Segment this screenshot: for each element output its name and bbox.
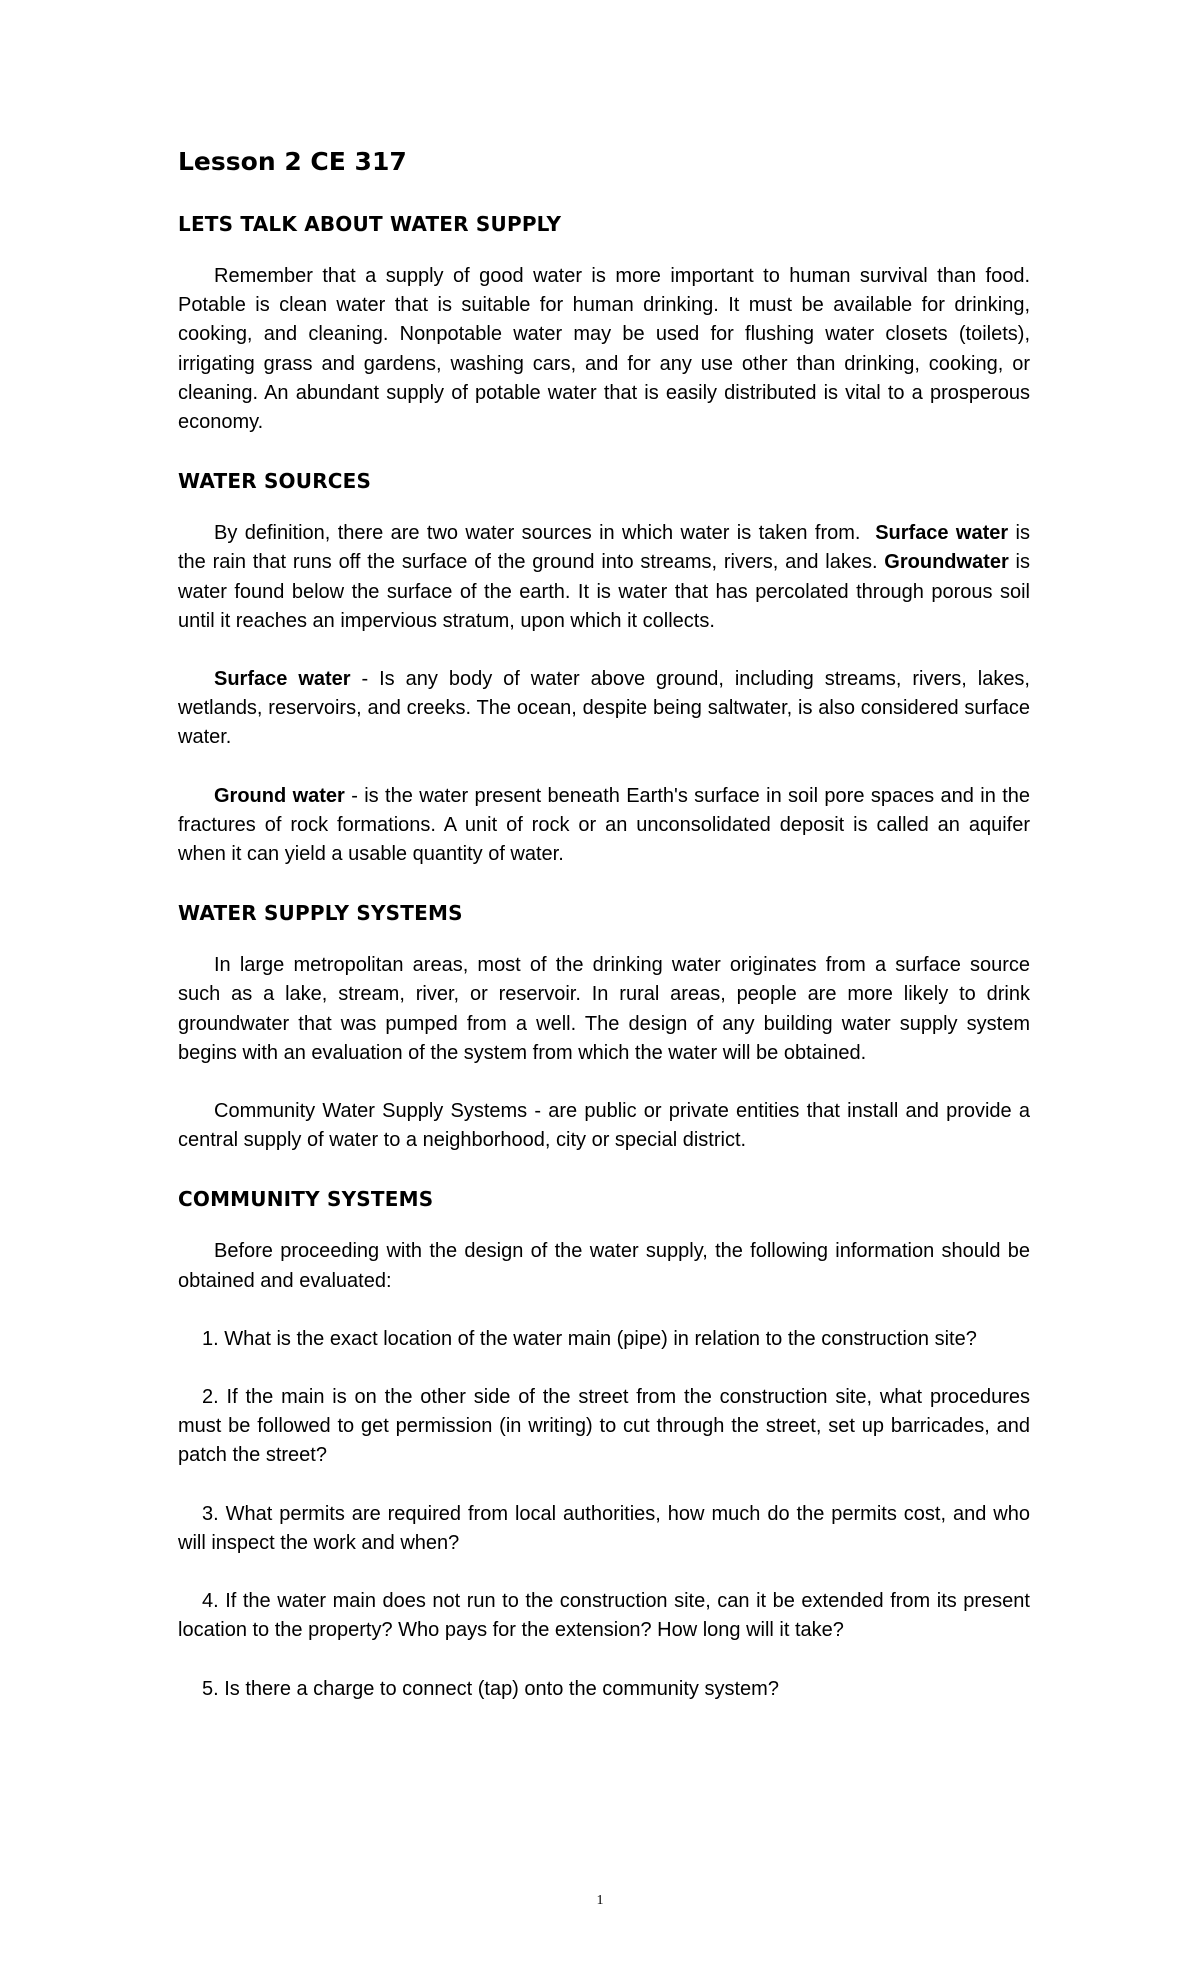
heading-water-supply-systems: WATER SUPPLY SYSTEMS xyxy=(178,901,463,926)
paragraph-text: is the rain that runs off the surface of the ground into streams, rivers, and lakes. xyxy=(178,522,1030,574)
list-item: 4. If the water main does not run to the construction site, can it be extended from its present location to the property? Who pays for the extension? How long will it take? xyxy=(178,1590,1030,1642)
list-item: 3. What permits are required from local authorities, how much do the permits cost, and who will inspect the work and when? xyxy=(178,1502,1030,1554)
water-sources-paragraph xyxy=(178,519,1030,636)
heading-lets-talk: LETS TALK ABOUT WATER SUPPLY xyxy=(178,212,562,236)
page-number: 1 xyxy=(596,1893,604,1908)
community-intro-paragraph: Before proceeding with the design of the water supply, the following information should be obtained and evaluated: xyxy=(178,1240,1030,1292)
term-ground-water: Ground water xyxy=(214,784,345,807)
supply-systems-paragraph: In large metropolitan areas, most of the drinking water originates from a surface source such as a lake, stream, river, or reservoir. In rural areas, people are more likely to drink groundwater that was pumped from a well. The design of any building water supply system begins with an evaluation of the system from which the water will be obtained. xyxy=(178,954,1030,1064)
document-title: Lesson 2 CE 317 xyxy=(178,147,407,176)
term-surface-water: Surface water xyxy=(875,522,1009,545)
paragraph-text: - Is any body of water above ground, including streams, rivers, lakes, wetlands, reservoirs, and creeks. The ocean, despite being saltwater, is also considered surface water. xyxy=(178,668,1030,749)
surface-water-paragraph xyxy=(178,665,1030,753)
term-groundwater: Groundwater xyxy=(884,551,1009,574)
paragraph-text: is water found below the surface of the earth. It is water that has percolated through porous soil until it reaches an impervious stratum, upon which it collects. xyxy=(178,551,1030,632)
heading-community-systems: COMMUNITY SYSTEMS xyxy=(178,1187,434,1212)
community-systems-definition: Community Water Supply Systems - are public or private entities that install and provide a central supply of water to a neighborhood, city or special district. xyxy=(178,1100,1030,1152)
heading-water-sources: WATER SOURCES xyxy=(178,469,372,494)
intro-paragraph: Remember that a supply of good water is more important to human survival than food. Potable is clean water that is suitable for human drinking. It must be available for drinking, cooking, and cleaning. Nonpotable water may be used for flushing water closets (toilets), irrigating grass and gardens, washing cars, and for any use other than drinking, cooking, or cleaning. An abundant supply of potable water that is easily distributed is vital to a prosperous economy. xyxy=(178,265,1030,434)
list-item: 5. Is there a charge to connect (tap) onto the community system? xyxy=(202,1677,779,1700)
document-page xyxy=(178,140,1030,1704)
paragraph-text: By definition, there are two water sources in which water is taken from. xyxy=(214,522,861,545)
list-item: 1. What is the exact location of the water main (pipe) in relation to the construction site? xyxy=(202,1327,977,1350)
list-item: 2. If the main is on the other side of the street from the construction site, what procedures must be followed to get permission (in writing) to cut through the street, set up barricades, and patch the street? xyxy=(178,1386,1030,1467)
ground-water-paragraph xyxy=(178,782,1030,870)
paragraph-text: - is the water present beneath Earth's surface in soil pore spaces and in the fractures of rock formations. A unit of rock or an unconsolidated deposit is called an aquifer when it can yield a usable quantity of water. xyxy=(178,784,1031,866)
term-surface-water: Surface water xyxy=(214,668,351,691)
